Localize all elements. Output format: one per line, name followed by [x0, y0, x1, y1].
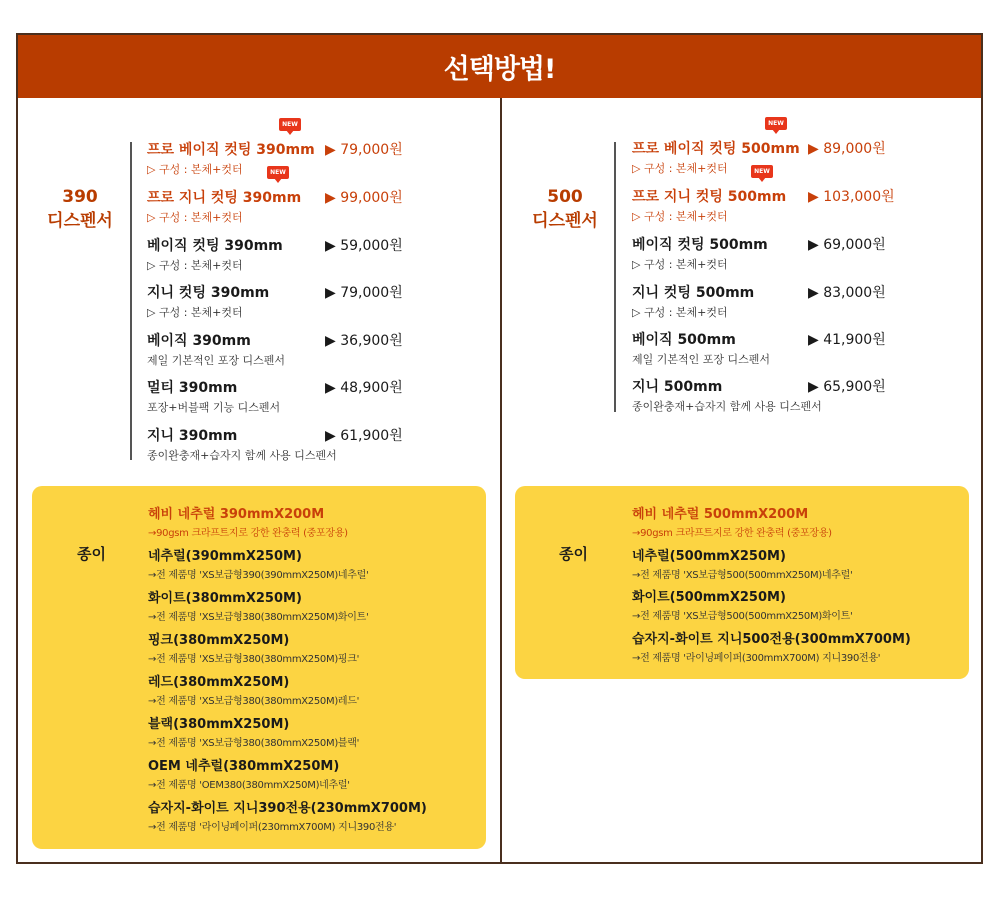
page-title: 선택방법!	[443, 54, 556, 85]
header-bar	[18, 35, 981, 98]
product-sub: ▷ 구성 : 본체+컷터	[147, 163, 243, 176]
new-badge-icon: NEW	[765, 117, 787, 134]
product-sub: ▷ 구성 : 본체+컷터	[147, 211, 243, 224]
paper-desc: →전 제품명 'XS보급형390(390mmX250M)네추럴'	[148, 570, 369, 581]
paper-desc: →전 제품명 'XS보급형500(500mmX250M)화이트'	[632, 611, 853, 622]
paper-box-390	[32, 486, 486, 849]
paper-desc: →90gsm 크라프트지로 강한 완충력 (중포장용)	[148, 528, 348, 539]
product-price: ▶ 99,000원	[325, 190, 403, 206]
paper-desc: →전 제품명 '라이닝페이퍼(300mmX700M) 지니390전용'	[632, 653, 881, 664]
paper-name: 헤비 네추럴 500mmX200M	[632, 507, 809, 522]
size-label-390-number: 390	[62, 187, 98, 207]
paper-desc: →전 제품명 '라이닝페이퍼(230mmX700M) 지니390전용'	[148, 822, 397, 833]
new-badge-icon: NEW	[751, 165, 773, 182]
paper-desc: →전 제품명 'XS보급형500(500mmX250M)네추럴'	[632, 570, 853, 581]
paper-desc: →90gsm 크라프트지로 강한 완충력 (중포장용)	[632, 528, 832, 539]
product-name: 프로 베이직 컷팅 500mm	[632, 141, 800, 157]
vertical-line-390	[130, 142, 132, 460]
product-name: 지니 컷팅 500mm	[632, 285, 755, 301]
product-name: 프로 베이직 컷팅 390mm	[147, 142, 315, 158]
product-sub: ▷ 구성 : 본체+컷터	[632, 258, 728, 271]
paper-desc: →전 제품명 'XS보급형380(380mmX250M)레드'	[148, 696, 360, 707]
size-label-500	[525, 185, 605, 233]
paper-desc: →전 제품명 'XS보급형380(380mmX250M)핑크'	[148, 654, 360, 665]
paper-name: 핑크(380mmX250M)	[148, 633, 290, 648]
product-price: ▶ 79,000원	[325, 285, 403, 301]
product-price: ▶ 36,900원	[325, 333, 403, 349]
product-price: ▶ 83,000원	[808, 285, 886, 301]
product-price: ▶ 65,900원	[808, 379, 886, 395]
paper-desc: →전 제품명 'XS보급형380(380mmX250M)블랙'	[148, 738, 360, 749]
product-name: 베이직 컷팅 500mm	[632, 237, 768, 253]
product-sub: 종이완충재+습자지 함께 사용 디스펜서	[147, 449, 337, 462]
product-name: 베이직 500mm	[632, 332, 736, 348]
product-price: ▶ 89,000원	[808, 141, 886, 157]
product-sub: ▷ 구성 : 본체+컷터	[147, 259, 243, 272]
product-sub: 종이완충재+습자지 함께 사용 디스펜서	[632, 400, 822, 413]
product-sub: ▷ 구성 : 본체+컷터	[632, 306, 728, 319]
column-divider	[500, 98, 502, 862]
product-price: ▶ 103,000원	[808, 189, 895, 205]
product-price: ▶ 69,000원	[808, 237, 886, 253]
paper-name: 네추럴(500mmX250M)	[632, 549, 786, 564]
paper-name: 블랙(380mmX250M)	[148, 717, 290, 732]
size-label-500-number: 500	[547, 187, 583, 207]
new-badge-icon: NEW	[267, 166, 289, 183]
product-sub: ▷ 구성 : 본체+컷터	[632, 162, 728, 175]
product-price: ▶ 79,000원	[325, 142, 403, 158]
paper-label-390: 종이	[77, 545, 106, 563]
product-sub: 제일 기본적인 포장 디스펜서	[632, 353, 771, 366]
paper-name: OEM 네추럴(380mmX250M)	[148, 759, 340, 774]
paper-desc: →전 제품명 'OEM380(380mmX250M)네추럴'	[148, 780, 350, 791]
product-name: 멀티 390mm	[147, 380, 238, 396]
product-name: 지니 390mm	[147, 428, 238, 444]
paper-name: 화이트(500mmX250M)	[632, 590, 786, 605]
paper-name: 네추럴(390mmX250M)	[148, 549, 302, 564]
size-label-390	[40, 185, 120, 233]
product-price: ▶ 48,900원	[325, 380, 403, 396]
product-price: ▶ 59,000원	[325, 238, 403, 254]
paper-label-500: 종이	[559, 545, 588, 563]
product-name: 프로 지니 컷팅 390mm	[147, 190, 302, 206]
product-name: 베이직 컷팅 390mm	[147, 238, 283, 254]
product-name: 지니 500mm	[632, 379, 723, 395]
size-label-390-text: 디스펜서	[47, 211, 113, 231]
product-sub: 포장+버블팩 기능 디스펜서	[147, 401, 281, 414]
product-sub: ▷ 구성 : 본체+컷터	[632, 210, 728, 223]
size-label-500-text: 디스펜서	[532, 211, 598, 231]
product-price: ▶ 61,900원	[325, 428, 403, 444]
product-name: 베이직 390mm	[147, 333, 251, 349]
vertical-line-500	[614, 142, 616, 412]
product-name: 지니 컷팅 390mm	[147, 285, 270, 301]
paper-name: 습자지-화이트 지니500전용(300mmX700M)	[632, 632, 911, 647]
paper-name: 레드(380mmX250M)	[148, 675, 290, 690]
paper-name: 헤비 네추럴 390mmX200M	[148, 507, 325, 522]
new-badge-icon: NEW	[279, 118, 301, 135]
paper-desc: →전 제품명 'XS보급형380(380mmX250M)화이트'	[148, 612, 369, 623]
product-name: 프로 지니 컷팅 500mm	[632, 189, 787, 205]
product-sub: ▷ 구성 : 본체+컷터	[147, 306, 243, 319]
product-sub: 제일 기본적인 포장 디스펜서	[147, 354, 286, 367]
paper-name: 화이트(380mmX250M)	[148, 591, 302, 606]
product-price: ▶ 41,900원	[808, 332, 886, 348]
paper-name: 습자지-화이트 지니390전용(230mmX700M)	[148, 801, 427, 816]
